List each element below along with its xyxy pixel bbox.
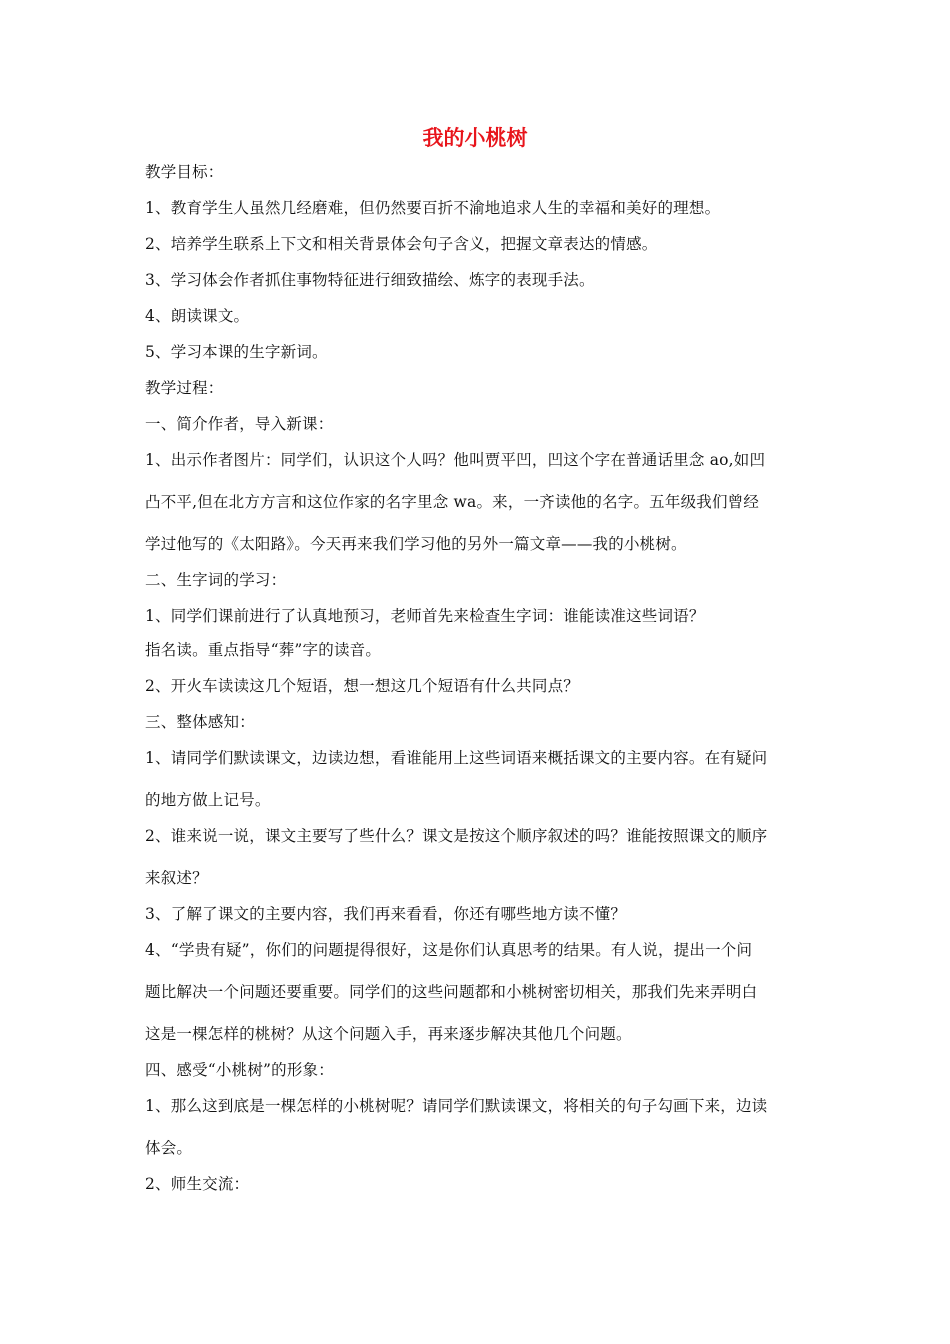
paragraph-line: 的地方做上记号。: [145, 791, 271, 809]
paragraph-line: 2、谁来说一说，课文主要写了些什么？课文是按这个顺序叙述的吗？谁能按照课文的顺序: [145, 827, 768, 845]
process-heading-2: 二、生字词的学习：: [145, 571, 287, 589]
paragraph-line: 体会。: [145, 1139, 193, 1157]
document-title: 我的小桃树: [422, 125, 528, 150]
section-heading-process: 教学过程：: [145, 379, 224, 397]
process-heading-4: 四、感受“小桃树”的形象：: [145, 1061, 334, 1079]
paragraph-line: 1、那么这到底是一棵怎样的小桃树呢？请同学们默读课文，将相关的句子勾画下来，边读: [145, 1097, 768, 1115]
objective-5: 5、学习本课的生字新词。: [145, 343, 328, 361]
objective-4: 4、朗读课文。: [145, 307, 250, 325]
objective-1: 1、教育学生人虽然几经磨难，但仍然要百折不渝地追求人生的幸福和美好的理想。: [145, 199, 721, 217]
process-heading-1: 一、简介作者，导入新课：: [145, 415, 334, 433]
paragraph-line: 学过他写的《太阳路》。今天再来我们学习他的另外一篇文章——我的小桃树。: [145, 535, 687, 553]
paragraph-line: 来叙述？: [145, 869, 208, 887]
paragraph-line: 凸不平,但在北方方言和这位作家的名字里念 wa。来，一齐读他的名字。五年级我们曾经: [145, 493, 760, 511]
objective-2: 2、培养学生联系上下文和相关背景体会句子含义，把握文章表达的情感。: [145, 235, 658, 253]
paragraph-line: 2、师生交流：: [145, 1175, 250, 1193]
process-heading-3: 三、整体感知：: [145, 713, 255, 731]
paragraph-line: 指名读。重点指导“葬”字的读音。: [145, 641, 382, 659]
paragraph-line: 1、出示作者图片：同学们，认识这个人吗？他叫贾平凹，凹这个字在普通话里念 ao,如凹: [145, 451, 766, 469]
paragraph-line: 3、了解了课文的主要内容，我们再来看看，你还有哪些地方读不懂？: [145, 905, 627, 923]
paragraph-line: 这是一棵怎样的桃树？从这个问题入手，再来逐步解决其他几个问题。: [145, 1025, 632, 1043]
paragraph-line: 2、开火车读读这几个短语，想一想这几个短语有什么共同点？: [145, 677, 579, 695]
section-heading-objectives: 教学目标：: [145, 163, 224, 181]
paragraph-line: 4、“学贵有疑”，你们的问题提得很好，这是你们认真思考的结果。有人说，提出一个问: [145, 941, 753, 959]
objective-3: 3、学习体会作者抓住事物特征进行细致描绘、炼字的表现手法。: [145, 271, 595, 289]
paragraph-line: 1、同学们课前进行了认真地预习，老师首先来检查生字词：谁能读准这些词语？: [145, 607, 705, 625]
paragraph-line: 1、请同学们默读课文，边读边想，看谁能用上这些词语来概括课文的主要内容。在有疑问: [145, 749, 768, 767]
paragraph-line: 题比解决一个问题还要重要。同学们的这些问题都和小桃树密切相关，那我们先来弄明白: [145, 983, 758, 1001]
